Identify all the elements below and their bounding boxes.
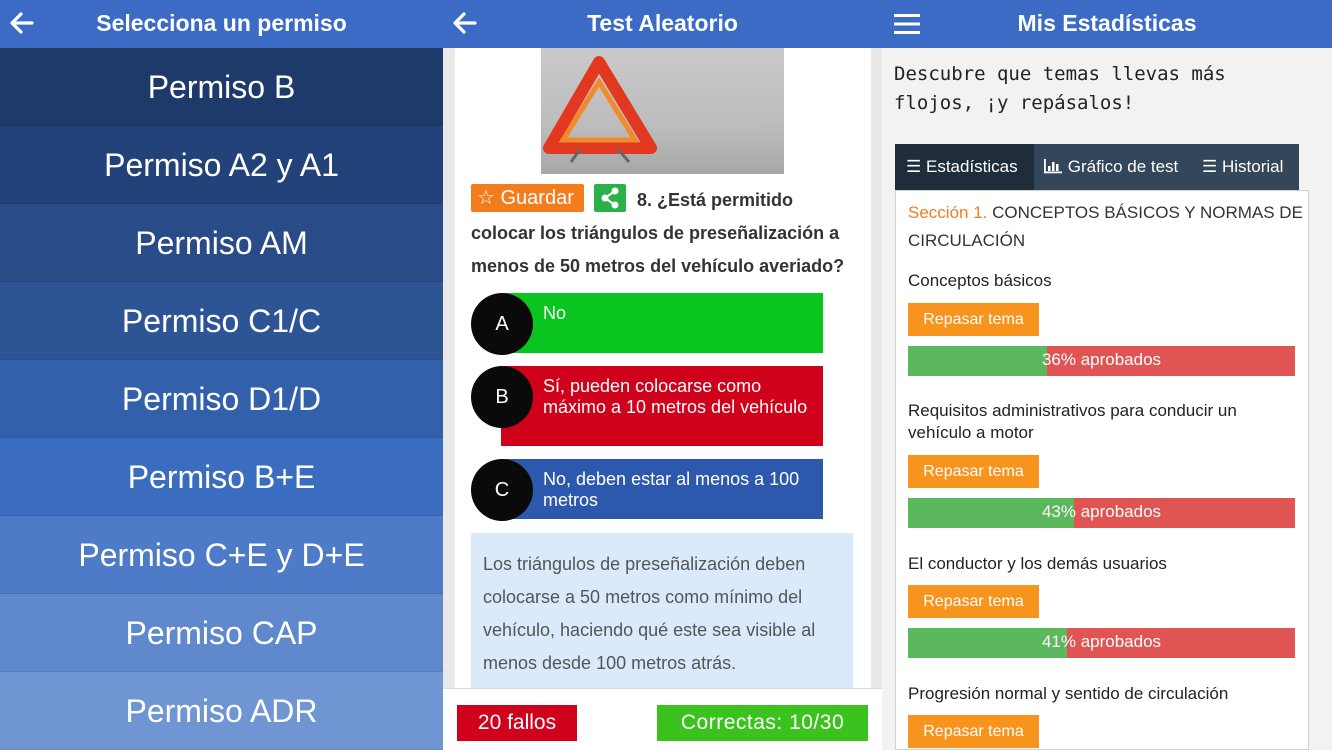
intro-text: Descubre que temas llevas más flojos, ¡y repásalos!: [894, 63, 1226, 114]
topic-title: Requisitos administrativos para conducir un vehículo a motor: [908, 401, 1237, 442]
permit-list: [0, 48, 443, 750]
question-card: [455, 48, 871, 688]
list-icon: ☰: [1202, 157, 1218, 176]
answer-text: No, deben estar al menos a 100 metros: [501, 459, 823, 519]
topic-title: Progresión normal y sentido de circulación: [908, 684, 1229, 703]
bar-chart-icon: [1043, 158, 1063, 174]
review-topic-button[interactable]: Repasar tema: [908, 303, 1039, 336]
permit-item-b-e[interactable]: Permiso B+E: [0, 438, 443, 516]
answer-text: Sí, pueden colocarse como máximo a 10 metros del vehículo: [501, 366, 823, 446]
screen-title: Selecciona un permiso: [96, 10, 347, 36]
permit-item-b[interactable]: Permiso B: [0, 48, 443, 126]
share-button[interactable]: [594, 184, 626, 212]
permit-item-d1-d[interactable]: Permiso D1/D: [0, 360, 443, 438]
progress-text: 36% aprobados: [1041, 350, 1162, 369]
topic-progress-bar: [908, 346, 1295, 376]
share-icon: [594, 184, 626, 212]
star-icon: ☆: [477, 187, 495, 209]
section-number: Sección 1.: [908, 203, 988, 222]
permit-item-cap[interactable]: Permiso CAP: [0, 594, 443, 672]
topic-title: El conductor y los demás usuarios: [908, 554, 1167, 573]
statistics-screen: [882, 0, 1332, 750]
errors-badge[interactable]: 20 fallos: [457, 705, 577, 741]
progress-text: 43% aprobados: [1041, 502, 1162, 521]
answer-letter: C: [471, 459, 533, 521]
tab-label: Gráfico de test: [1067, 157, 1179, 176]
save-label: Guardar: [500, 187, 574, 209]
review-topic-button[interactable]: Repasar tema: [908, 585, 1039, 618]
list-icon: ☰: [906, 157, 922, 176]
explanation-text: Los triángulos de preseñalización deben colocarse a 50 metros como mínimo del vehículo, haciendo qué este sea visible al menos desde 100 metros atrás.: [471, 533, 853, 688]
screen-title: Test Aleatorio: [587, 10, 738, 36]
answer-text: No: [501, 293, 823, 353]
answer-option-a[interactable]: [471, 293, 823, 355]
section-heading: [908, 199, 1303, 255]
screen-title: Mis Estadísticas: [1017, 10, 1197, 36]
tab-label: Historial: [1221, 157, 1284, 176]
app-bar: [0, 0, 443, 48]
tab-history[interactable]: [1202, 144, 1299, 190]
tab-label: Estadísticas: [925, 157, 1018, 176]
topic-progress-bar: [908, 498, 1295, 528]
permit-item-c1-c[interactable]: Permiso C1/C: [0, 282, 443, 360]
topic-title: Conceptos básicos: [908, 271, 1052, 290]
review-topic-button[interactable]: Repasar tema: [908, 455, 1039, 488]
section-name: CONCEPTOS BÁSICOS Y NORMAS DE CIRCULACIÓN: [908, 203, 1303, 250]
tab-statistics[interactable]: [895, 144, 1034, 190]
answer-option-b[interactable]: [471, 366, 823, 448]
answer-letter: B: [471, 366, 533, 428]
permit-selection-screen: [0, 0, 443, 750]
permit-item-am[interactable]: Permiso AM: [0, 204, 443, 282]
stats-content: [895, 190, 1309, 750]
review-topic-button[interactable]: Repasar tema: [908, 715, 1039, 748]
topic-progress-bar: [908, 628, 1295, 658]
correct-badge: Correctas: 10/30: [657, 705, 868, 741]
warning-triangle-image: [541, 48, 784, 174]
permit-item-a2-a1[interactable]: Permiso A2 y A1: [0, 126, 443, 204]
progress-text: 41% aprobados: [1041, 632, 1162, 651]
permit-item-adr[interactable]: Permiso ADR: [0, 672, 443, 750]
stats-tabs: [895, 144, 1299, 190]
random-test-screen: [443, 0, 882, 750]
answer-letter: A: [471, 293, 533, 355]
permit-item-ce-de[interactable]: Permiso C+E y D+E: [0, 516, 443, 594]
answer-option-c[interactable]: [471, 459, 823, 521]
app-bar: [882, 0, 1332, 48]
save-button[interactable]: [471, 184, 584, 212]
app-bar: [443, 0, 882, 48]
tab-test-chart[interactable]: [1043, 144, 1193, 190]
question-text: 8. ¿Está permitido colocar los triángulos de preseñalización a menos de 50 metros del vehículo averiado?: [471, 190, 845, 276]
score-bar: [443, 688, 882, 750]
